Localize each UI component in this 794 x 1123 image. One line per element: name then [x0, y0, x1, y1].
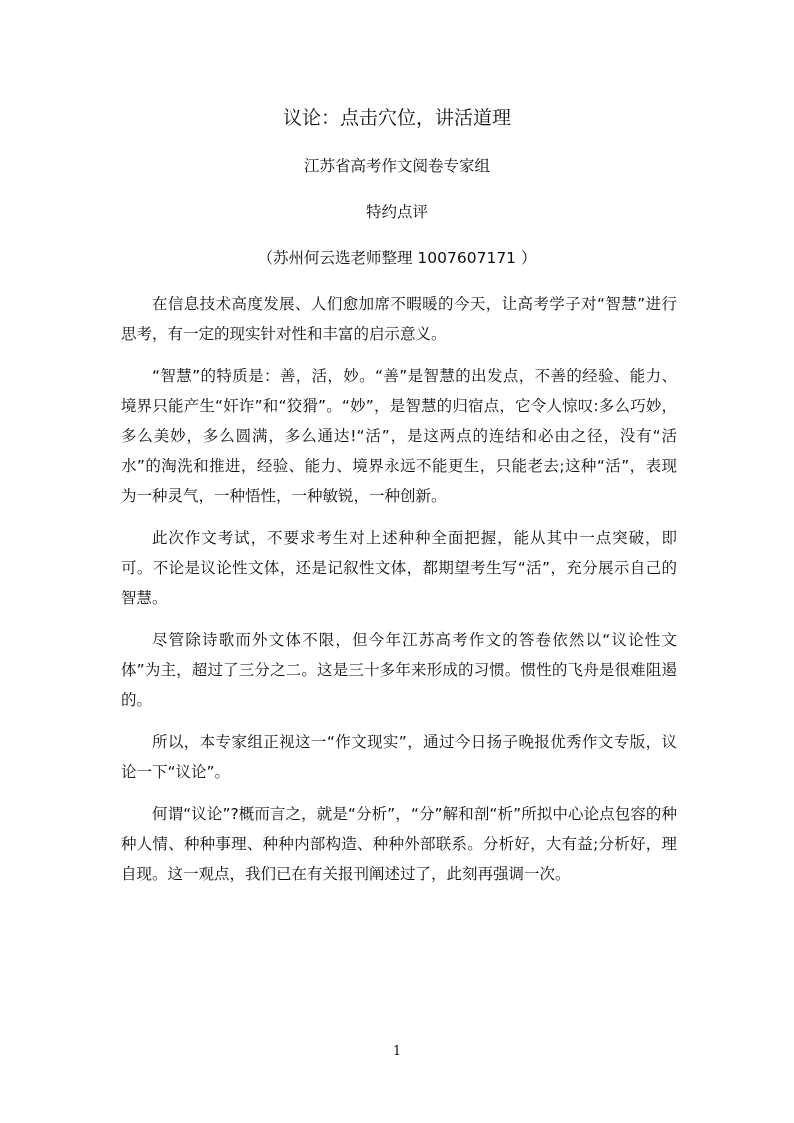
paragraph: 何谓“议论”?概而言之，就是“分析”，“分”解和剖“析”所拟中心论点包容的种种人情、种种事理、种种内部构造、种种外部联系。分析好，大有益;分析好，理自现。这一观点，我们已在有关报刊阐述过了，此刻再强调一次。 [121, 805, 677, 883]
document-body [121, 289, 677, 901]
paragraph: 此次作文考试，不要求考生对上述种种全面把握，能从其中一点突破，即可。不论是议论性文体，还是记叙性文体，都期望考生写“活”，充分展示自己的智慧。 [121, 529, 677, 607]
subtitle-expert-group: 江苏省高考作文阅卷专家组 [303, 157, 490, 175]
paragraph: 所以，本专家组正视这一“作文现实”，通过今日扬子晚报优秀作文专版，议论一下“议论”。 [121, 733, 677, 781]
subtitle-special-comment: 特约点评 [365, 203, 428, 221]
subtitle-compiler-note: （苏州何云选老师整理 1007607171 ） [257, 249, 537, 267]
document-title: 议论：点击穴位，讲活道理 [282, 107, 511, 129]
paragraph: 尽管除诗歌而外文体不限，但今年江苏高考作文的答卷依然以“议论性文体”为主，超过了三分之二。这是三十多年来形成的习惯。惯性的飞舟是很难阻遏的。 [121, 631, 677, 709]
paragraph: “智慧”的特质是：善，活，妙。“善”是智慧的出发点，不善的经验、能力、境界只能产生“奸诈”和“狡猾”。“妙”，是智慧的归宿点，它令人惊叹:多么巧妙，多么美妙，多么圆满，多么通达!“活”，是这两点的连结和必由之径，没有“活水”的淘洗和推进，经验、能力、境界永远不能更生，只能老去;这种“活”，表现为一种灵气，一种悟性，一种敏锐，一种创新。 [121, 367, 677, 505]
paragraph: 在信息技术高度发展、人们愈加席不暇暖的今天，让高考学子对“智慧”进行思考，有一定的现实针对性和丰富的启示意义。 [121, 295, 677, 343]
page-number: 1 [392, 1044, 402, 1059]
